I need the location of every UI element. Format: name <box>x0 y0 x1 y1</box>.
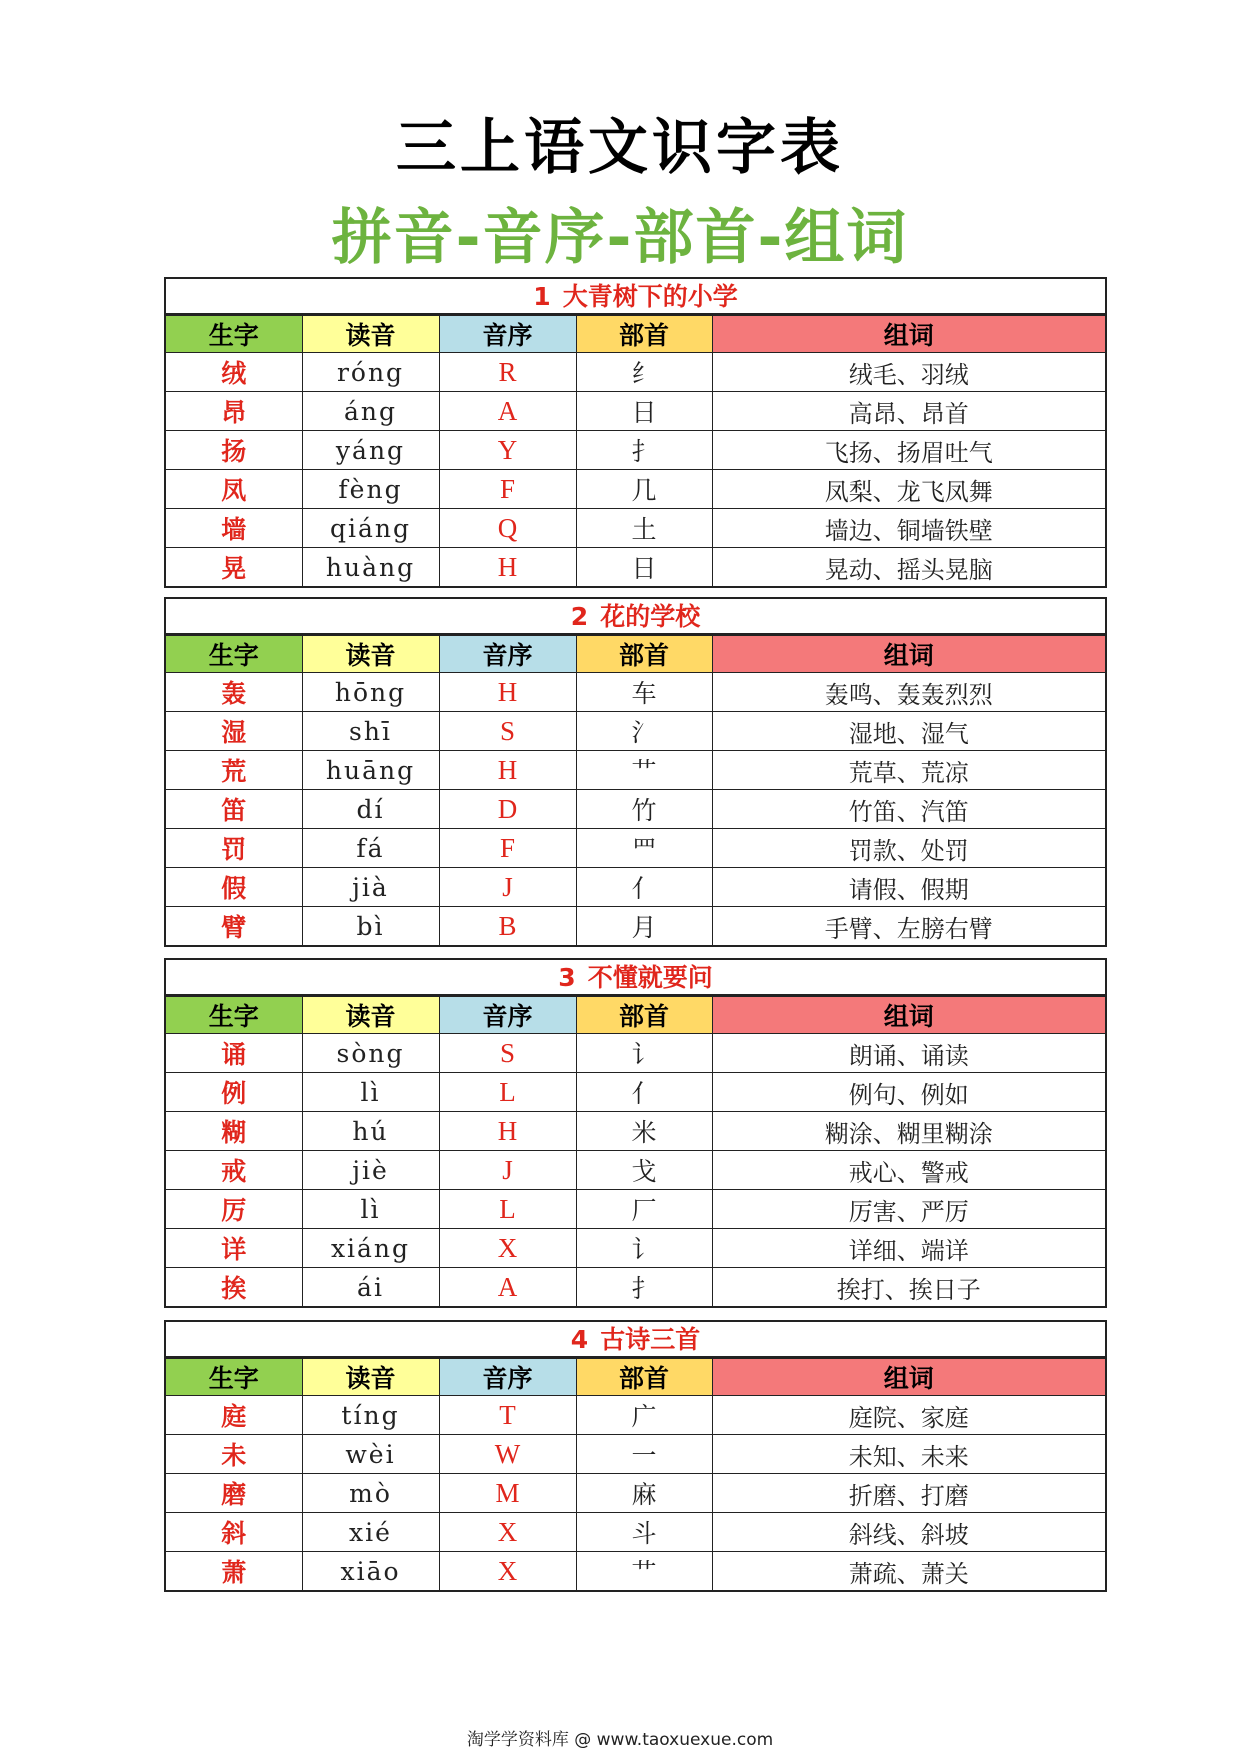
cell-pinyin: tíng <box>302 1396 439 1435</box>
header-radical: 部首 <box>576 997 712 1034</box>
cell-order: X <box>439 1513 576 1552</box>
table-row <box>166 868 1105 907</box>
char-table <box>166 1358 1105 1590</box>
cell-radical: 日 <box>576 548 712 587</box>
cell-radical: 纟 <box>576 353 712 392</box>
cell-pinyin: jiè <box>302 1151 439 1190</box>
cell-char: 湿 <box>166 712 302 751</box>
cell-pinyin: bì <box>302 907 439 946</box>
char-table <box>166 996 1105 1306</box>
header-char: 生字 <box>166 1359 302 1396</box>
cell-pinyin: róng <box>302 353 439 392</box>
header-order: 音序 <box>439 997 576 1034</box>
cell-order: S <box>439 712 576 751</box>
cell-pinyin: shī <box>302 712 439 751</box>
cell-pinyin: mò <box>302 1474 439 1513</box>
cell-pinyin: wèi <box>302 1435 439 1474</box>
cell-char: 晃 <box>166 548 302 587</box>
cell-char: 荒 <box>166 751 302 790</box>
header-row <box>166 316 1105 353</box>
table-row <box>166 1513 1105 1552</box>
cell-words: 朗诵、诵读 <box>712 1034 1105 1073</box>
page-title: 三上语文识字表 <box>396 113 844 183</box>
cell-pinyin: fèng <box>302 470 439 509</box>
cell-radical: 日 <box>576 392 712 431</box>
cell-words: 绒毛、羽绒 <box>712 353 1105 392</box>
cell-char: 庭 <box>166 1396 302 1435</box>
cell-radical: 斗 <box>576 1513 712 1552</box>
cell-radical: 几 <box>576 470 712 509</box>
cell-words: 竹笛、汽笛 <box>712 790 1105 829</box>
cell-radical: 讠 <box>576 1229 712 1268</box>
cell-radical: 麻 <box>576 1474 712 1513</box>
cell-char: 详 <box>166 1229 302 1268</box>
cell-pinyin: ái <box>302 1268 439 1307</box>
lesson-table-3 <box>164 958 1107 1308</box>
lesson-title <box>166 279 1105 315</box>
cell-char: 斜 <box>166 1513 302 1552</box>
cell-order: A <box>439 1268 576 1307</box>
cell-words: 湿地、湿气 <box>712 712 1105 751</box>
lesson-table-2 <box>164 597 1107 947</box>
cell-char: 挨 <box>166 1268 302 1307</box>
table-row <box>166 392 1105 431</box>
header-char: 生字 <box>166 636 302 673</box>
cell-order: J <box>439 1151 576 1190</box>
cell-words: 挨打、挨日子 <box>712 1268 1105 1307</box>
cell-order: B <box>439 907 576 946</box>
cell-words: 详细、端详 <box>712 1229 1105 1268</box>
cell-radical: 亻 <box>576 868 712 907</box>
cell-radical: 扌 <box>576 431 712 470</box>
cell-order: Q <box>439 509 576 548</box>
table-row <box>166 751 1105 790</box>
table-row <box>166 1073 1105 1112</box>
cell-char: 绒 <box>166 353 302 392</box>
lesson-table-4 <box>164 1320 1107 1592</box>
cell-words: 折磨、打磨 <box>712 1474 1105 1513</box>
lesson-name: 古诗三首 <box>600 1325 701 1354</box>
cell-radical: 亻 <box>576 1073 712 1112</box>
header-pinyin: 读音 <box>302 636 439 673</box>
cell-char: 例 <box>166 1073 302 1112</box>
cell-order: S <box>439 1034 576 1073</box>
cell-radical: 米 <box>576 1112 712 1151</box>
cell-order: X <box>439 1552 576 1591</box>
cell-words: 凤梨、龙飞凤舞 <box>712 470 1105 509</box>
cell-words: 高昂、昂首 <box>712 392 1105 431</box>
cell-order: D <box>439 790 576 829</box>
cell-order: H <box>439 1112 576 1151</box>
cell-pinyin: hōng <box>302 673 439 712</box>
header-pinyin: 读音 <box>302 997 439 1034</box>
cell-radical: 罒 <box>576 829 712 868</box>
header-radical: 部首 <box>576 636 712 673</box>
cell-pinyin: jià <box>302 868 439 907</box>
cell-char: 罚 <box>166 829 302 868</box>
cell-pinyin: fá <box>302 829 439 868</box>
cell-order: J <box>439 868 576 907</box>
cell-radical: 土 <box>576 509 712 548</box>
cell-char: 臂 <box>166 907 302 946</box>
cell-words: 飞扬、扬眉吐气 <box>712 431 1105 470</box>
cell-order: R <box>439 353 576 392</box>
cell-order: W <box>439 1435 576 1474</box>
cell-radical: 月 <box>576 907 712 946</box>
cell-pinyin: yáng <box>302 431 439 470</box>
lesson-title <box>166 599 1105 635</box>
cell-order: F <box>439 829 576 868</box>
table-row <box>166 829 1105 868</box>
table-row <box>166 509 1105 548</box>
cell-words: 斜线、斜坡 <box>712 1513 1105 1552</box>
header-pinyin: 读音 <box>302 1359 439 1396</box>
cell-char: 糊 <box>166 1112 302 1151</box>
cell-radical: 广 <box>576 1396 712 1435</box>
header-pinyin: 读音 <box>302 316 439 353</box>
lesson-number: 1 <box>533 282 551 311</box>
cell-pinyin: hú <box>302 1112 439 1151</box>
lesson-number: 4 <box>570 1325 589 1354</box>
cell-char: 戒 <box>166 1151 302 1190</box>
cell-pinyin: xiāo <box>302 1552 439 1591</box>
cell-words: 轰鸣、轰轰烈烈 <box>712 673 1105 712</box>
cell-char: 萧 <box>166 1552 302 1591</box>
cell-order: Y <box>439 431 576 470</box>
cell-radical: 艹 <box>576 751 712 790</box>
table-row <box>166 1034 1105 1073</box>
table-row <box>166 1552 1105 1591</box>
table-row <box>166 673 1105 712</box>
header-words: 组词 <box>712 1359 1105 1396</box>
table-row <box>166 1229 1105 1268</box>
header-char: 生字 <box>166 316 302 353</box>
cell-order: H <box>439 548 576 587</box>
cell-words: 荒草、荒凉 <box>712 751 1105 790</box>
cell-words: 罚款、处罚 <box>712 829 1105 868</box>
cell-char: 凤 <box>166 470 302 509</box>
header-order: 音序 <box>439 316 576 353</box>
cell-char: 假 <box>166 868 302 907</box>
cell-char: 扬 <box>166 431 302 470</box>
lesson-name: 花的学校 <box>600 602 701 631</box>
cell-order: L <box>439 1073 576 1112</box>
header-row <box>166 1359 1105 1396</box>
table-row <box>166 353 1105 392</box>
cell-words: 戒心、警戒 <box>712 1151 1105 1190</box>
header-row <box>166 636 1105 673</box>
cell-radical: 车 <box>576 673 712 712</box>
table-row <box>166 1396 1105 1435</box>
cell-char: 未 <box>166 1435 302 1474</box>
cell-radical: 艹 <box>576 1552 712 1591</box>
table-row <box>166 907 1105 946</box>
cell-words: 厉害、严厉 <box>712 1190 1105 1229</box>
cell-pinyin: xiáng <box>302 1229 439 1268</box>
table-row <box>166 712 1105 751</box>
cell-pinyin: sòng <box>302 1034 439 1073</box>
char-table <box>166 635 1105 945</box>
cell-words: 未知、未来 <box>712 1435 1105 1474</box>
table-row <box>166 1112 1105 1151</box>
lesson-table-1 <box>164 277 1107 588</box>
cell-words: 萧疏、萧关 <box>712 1552 1105 1591</box>
table-row <box>166 1474 1105 1513</box>
table-row <box>166 1190 1105 1229</box>
lesson-title <box>166 1322 1105 1358</box>
cell-pinyin: dí <box>302 790 439 829</box>
cell-order: H <box>439 673 576 712</box>
cell-words: 例句、例如 <box>712 1073 1105 1112</box>
header-char: 生字 <box>166 997 302 1034</box>
cell-order: L <box>439 1190 576 1229</box>
cell-words: 手臂、左膀右臂 <box>712 907 1105 946</box>
cell-radical: 氵 <box>576 712 712 751</box>
cell-radical: 戈 <box>576 1151 712 1190</box>
cell-radical: 讠 <box>576 1034 712 1073</box>
cell-pinyin: lì <box>302 1190 439 1229</box>
cell-radical: 竹 <box>576 790 712 829</box>
cell-char: 磨 <box>166 1474 302 1513</box>
cell-radical: 厂 <box>576 1190 712 1229</box>
cell-words: 庭院、家庭 <box>712 1396 1105 1435</box>
header-order: 音序 <box>439 636 576 673</box>
cell-char: 厉 <box>166 1190 302 1229</box>
lesson-number: 3 <box>558 963 576 992</box>
cell-radical: 扌 <box>576 1268 712 1307</box>
cell-char: 诵 <box>166 1034 302 1073</box>
cell-order: A <box>439 392 576 431</box>
cell-pinyin: lì <box>302 1073 439 1112</box>
lesson-title <box>166 960 1105 996</box>
table-row <box>166 1268 1105 1307</box>
cell-words: 请假、假期 <box>712 868 1105 907</box>
header-order: 音序 <box>439 1359 576 1396</box>
header-radical: 部首 <box>576 1359 712 1396</box>
table-row <box>166 1151 1105 1190</box>
table-row <box>166 548 1105 587</box>
header-words: 组词 <box>712 997 1105 1034</box>
cell-words: 墙边、铜墙铁壁 <box>712 509 1105 548</box>
cell-pinyin: xié <box>302 1513 439 1552</box>
char-table <box>166 315 1105 586</box>
header-row <box>166 997 1105 1034</box>
table-row <box>166 790 1105 829</box>
lesson-name: 不懂就要问 <box>587 963 713 992</box>
cell-pinyin: huàng <box>302 548 439 587</box>
cell-words: 晃动、摇头晃脑 <box>712 548 1105 587</box>
cell-char: 墙 <box>166 509 302 548</box>
cell-pinyin: qiáng <box>302 509 439 548</box>
cell-char: 昂 <box>166 392 302 431</box>
cell-order: M <box>439 1474 576 1513</box>
cell-char: 轰 <box>166 673 302 712</box>
cell-char: 笛 <box>166 790 302 829</box>
footer-watermark: 淘学学资料库 @ www.taoxuexue.com <box>466 1730 774 1750</box>
cell-order: T <box>439 1396 576 1435</box>
table-row <box>166 470 1105 509</box>
cell-pinyin: áng <box>302 392 439 431</box>
header-words: 组词 <box>712 316 1105 353</box>
header-radical: 部首 <box>576 316 712 353</box>
lesson-name: 大青树下的小学 <box>562 282 738 311</box>
page-subtitle: 拼音-音序-部首-组词 <box>331 203 909 273</box>
cell-order: F <box>439 470 576 509</box>
cell-order: X <box>439 1229 576 1268</box>
table-row <box>166 1435 1105 1474</box>
table-row <box>166 431 1105 470</box>
cell-pinyin: huāng <box>302 751 439 790</box>
header-words: 组词 <box>712 636 1105 673</box>
lesson-number: 2 <box>570 602 589 631</box>
cell-words: 糊涂、糊里糊涂 <box>712 1112 1105 1151</box>
cell-radical: 一 <box>576 1435 712 1474</box>
cell-order: H <box>439 751 576 790</box>
